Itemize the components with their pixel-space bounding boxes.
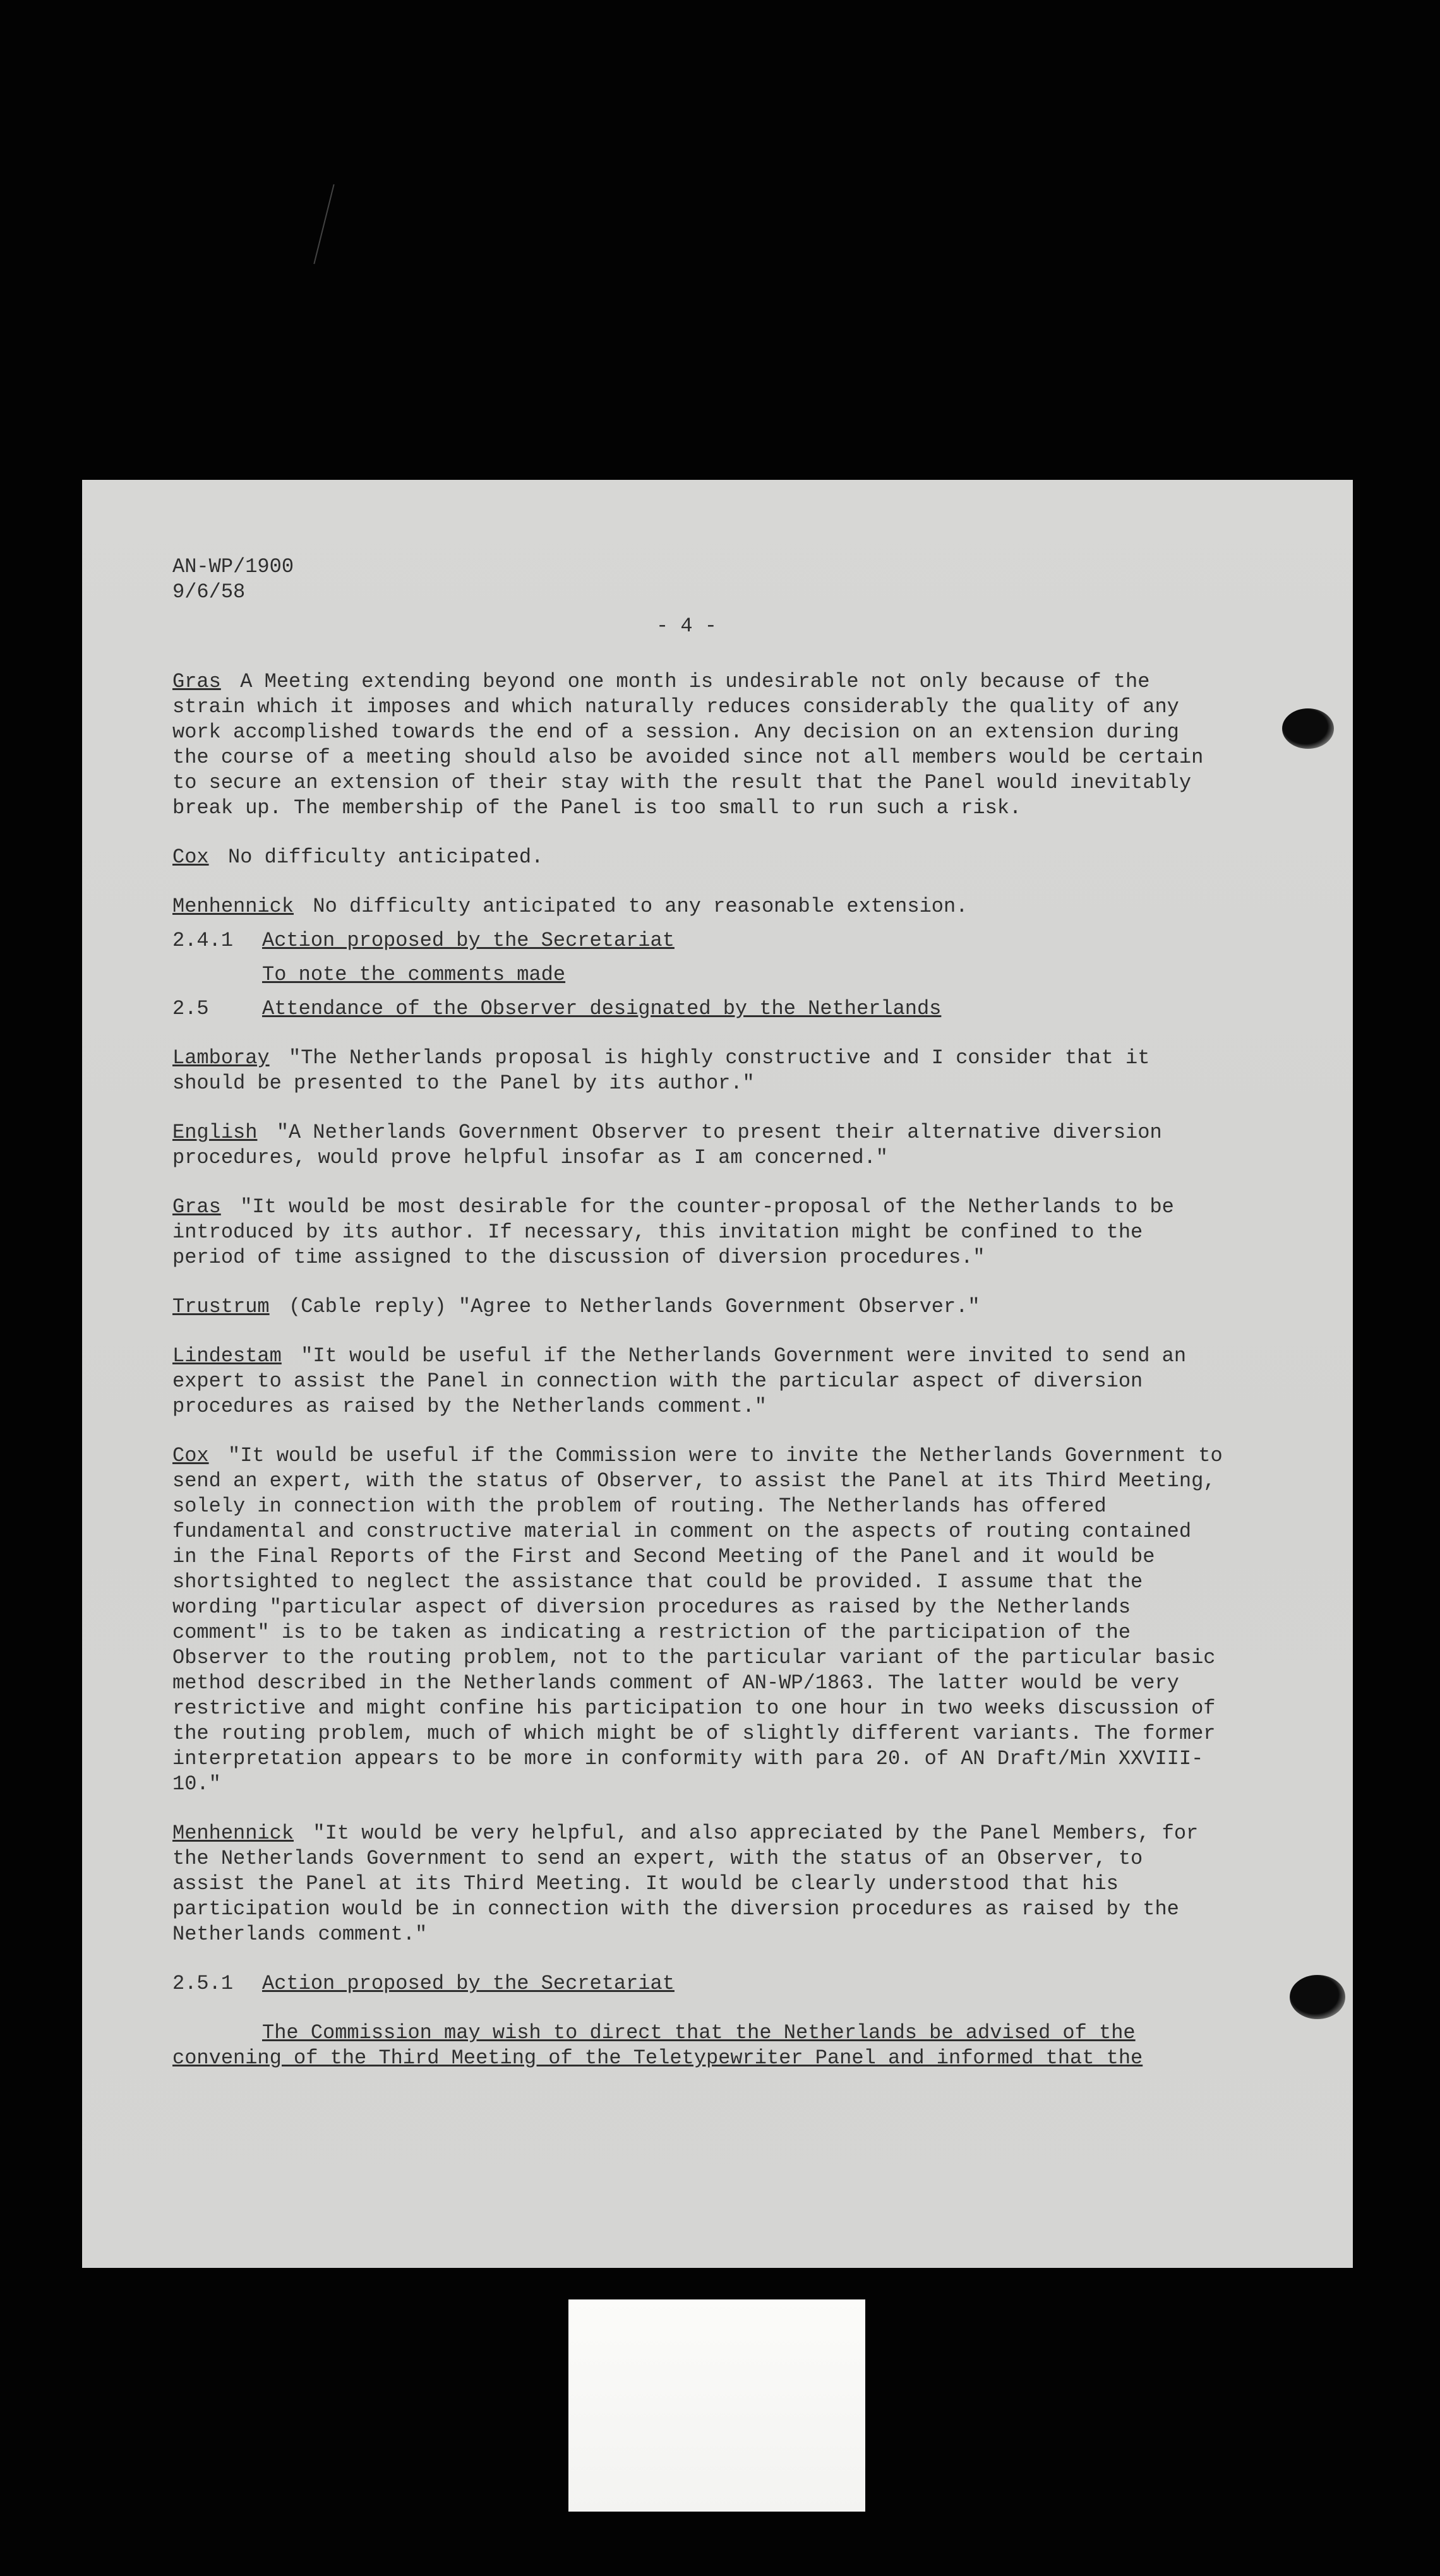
section-number: 2.4.1 (172, 929, 234, 952)
minute-paragraph-english (172, 1120, 1226, 1171)
paragraph-text: "It would be useful if the Commission were to invite the Netherlands Government to send an expert, with the status of Observer, to assist the Panel at its Third Meeting, solely in connection with the problem of routing. The Netherlands has offered fundamental and constructive material in comment on the aspects of routing contained in the Final Reports of the First and Second Meeting of the Panel and it would be shortsighted to neglect the assistance that could be provided. I assume that the wording "particular aspect of diversion procedures as raised by the Netherlands comment" is to be taken as indicating a restriction of the participation of the Observer to the routing problem, not to the particular variant of the particular basic method described in the Netherlands comment of AN-WP/1863. The latter would be very restrictive and might confine his participation to one hour in two weeks discussion of the routing problem, much of which might be of slightly different variants. The former interpretation appears to be more in conformity with para 20. of AN Draft/Min XXVIII-10." (172, 1444, 1223, 1796)
minute-paragraph-trustrum (172, 1294, 1226, 1320)
paragraph-text: "It would be useful if the Netherlands Government were invited to send an expert to assist the Panel in connection with the particular aspect of diversion procedures as raised by the Netherlands comment." (172, 1344, 1187, 1418)
minute-paragraph-menhennick-1 (172, 894, 1226, 919)
doc-reference: AN-WP/1900 (172, 555, 294, 578)
section-title: Action proposed by the Secretariat (262, 1972, 675, 1995)
minute-paragraph-gras-1 (172, 669, 1226, 821)
minute-paragraph-cox-2 (172, 1443, 1226, 1797)
section-note-line: To note the comments made (262, 963, 566, 986)
punch-hole-mark-top (1282, 708, 1334, 749)
page-number: - 4 - (656, 614, 717, 638)
speaker-name: Lamboray (172, 1046, 270, 1070)
minute-paragraph-menhennick-2 (172, 1821, 1226, 1947)
minute-paragraph-gras-2 (172, 1195, 1226, 1270)
speaker-name: Cox (172, 845, 209, 869)
speaker-name: Gras (172, 1195, 221, 1219)
speaker-name: Menhennick (172, 895, 294, 918)
paragraph-text: No difficulty anticipated. (228, 845, 544, 869)
white-label-patch (568, 2299, 865, 2512)
paragraph-text: "It would be most desirable for the counter-proposal of the Netherlands to be introduced by its author. If necessary, this invitation might be confined to the period of time assigned to the discussion of diversion procedures." (172, 1195, 1174, 1269)
speaker-name: Cox (172, 1444, 209, 1467)
minute-paragraph-lamboray (172, 1046, 1226, 1096)
section-heading-2-4-1 (172, 928, 1226, 953)
minute-paragraph-lindestam (172, 1344, 1226, 1419)
minute-paragraph-cox-1 (172, 845, 1226, 870)
paragraph-text: "It would be very helpful, and also appreciated by the Panel Members, for the Netherlands Government to send an expert, with the status of an Observer, to assist the Panel at its Third Meeting. It would be clearly understood that his participation would be in connection with the diversion procedures as raised by the Netherlands comment." (172, 1822, 1199, 1946)
section-title: Attendance of the Observer designated by the Netherlands (262, 997, 942, 1020)
speaker-name: Menhennick (172, 1822, 294, 1845)
speaker-name: Trustrum (172, 1295, 270, 1318)
section-number: 2.5 (172, 997, 209, 1020)
document-page (82, 480, 1353, 2268)
speaker-name: Gras (172, 670, 221, 693)
speaker-name: Lindestam (172, 1344, 282, 1368)
paragraph-text: "The Netherlands proposal is highly constructive and I consider that it should be presented to the Panel by its author." (172, 1046, 1150, 1095)
doc-date: 9/6/58 (172, 580, 246, 604)
film-scratch-mark (313, 184, 334, 265)
paragraph-text: A Meeting extending beyond one month is undesirable not only because of the strain which it imposes and which naturally reduces considerably the quality of any work accomplished towards the end of a session. Any decision on an extension during the course of a meeting should also be avoided since not all members would be certain to secure an extension of their stay with the result that the Panel would inevitably break up. The membership of the Panel is too small to run such a risk. (172, 670, 1204, 820)
speaker-name: English (172, 1121, 258, 1144)
paragraph-text: "A Netherlands Government Observer to present their alternative diversion procedures, would prove helpful insofar as I am concerned." (172, 1121, 1162, 1169)
section-number: 2.5.1 (172, 1972, 234, 1995)
section-title: Action proposed by the Secretariat (262, 929, 675, 952)
punch-hole-mark-bottom (1290, 1975, 1345, 2019)
paragraph-text: No difficulty anticipated to any reasonable extension. (313, 895, 968, 918)
page-content (172, 554, 1226, 2071)
section-heading-2-5-1 (172, 1971, 1226, 1996)
paragraph-text: (Cable reply) "Agree to Netherlands Government Observer." (289, 1295, 980, 1318)
section-heading-2-5 (172, 996, 1226, 1022)
secretariat-action-text: The Commission may wish to direct that the Netherlands be advised of the convening of the Third Meeting of the Teletypewriter Panel and informed that the (172, 2021, 1143, 2070)
